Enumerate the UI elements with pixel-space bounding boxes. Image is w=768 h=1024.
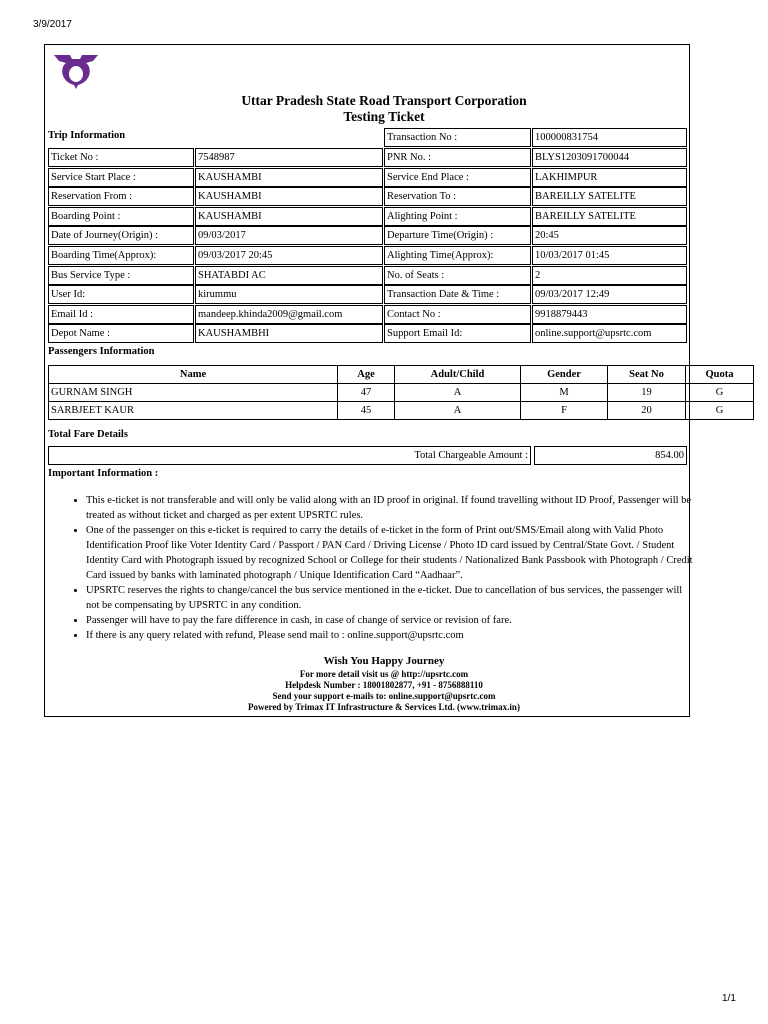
- trip-label: Departure Time(Origin) :: [384, 226, 531, 245]
- important-info-list: [70, 493, 698, 643]
- trip-value: 09/03/2017 20:45: [195, 246, 383, 265]
- trip-value: SHATABDI AC: [195, 266, 383, 285]
- trip-label: Contact No :: [384, 305, 531, 324]
- col-seat-no: Seat No: [608, 366, 686, 384]
- passenger-quota: G: [686, 402, 754, 420]
- list-item: • If there is any query related with refund, Please send mail to : online.support@upsrtc.com: [86, 628, 698, 643]
- passenger-gender: F: [521, 402, 608, 420]
- trip-label: Transaction Date & Time :: [384, 285, 531, 304]
- trip-label: Bus Service Type :: [48, 266, 194, 285]
- trip-label: No. of Seats :: [384, 266, 531, 285]
- trip-label: PNR No. :: [384, 148, 531, 167]
- passenger-type: A: [395, 384, 521, 402]
- list-item: • One of the passenger on this e-ticket is required to carry the details of e-ticket in the form of Print out/SMS/Email along with Valid Photo Identification Proof like Voter Identity Card / Passport / PAN Card / Driving License / Photo ID card issued by Central/State Govt. / Student Identity Card with Photograph issued by recognized School or College for their students / Nationalized Bank Passbook with Photograph / Credit Card issued by banks with laminated photograph / Unique Identification Card “Aadhaar”.: [86, 523, 698, 583]
- trip-value: 09/03/2017: [195, 226, 383, 245]
- upsrtc-logo-icon: [50, 51, 102, 91]
- passenger-name: GURNAM SINGH: [49, 384, 338, 402]
- ticket-type-title: Testing Ticket: [343, 109, 425, 124]
- trip-label: Alighting Time(Approx):: [384, 246, 531, 265]
- passenger-seat: 20: [608, 402, 686, 420]
- passenger-seat: 19: [608, 384, 686, 402]
- trip-label: Ticket No :: [48, 148, 194, 167]
- passengers-heading: Passengers Information: [48, 346, 155, 357]
- col-adult-child: Adult/Child: [395, 366, 521, 384]
- trip-label: User Id:: [48, 285, 194, 304]
- trip-label: Alighting Point :: [384, 207, 531, 226]
- list-item: • Passenger will have to pay the fare difference in cash, in case of change of service or revision of fare.: [86, 613, 698, 628]
- passenger-age: 47: [338, 384, 395, 402]
- trip-information-heading: Trip Information: [48, 130, 126, 141]
- trip-value: KAUSHAMBI: [195, 207, 383, 226]
- trip-label: Boarding Time(Approx):: [48, 246, 194, 265]
- passenger-age: 45: [338, 402, 395, 420]
- trip-value: KAUSHAMBHI: [195, 324, 383, 343]
- passenger-type: A: [395, 402, 521, 420]
- trip-value: 09/03/2017 12:49: [532, 285, 687, 304]
- trip-value: 20:45: [532, 226, 687, 245]
- list-item: • UPSRTC reserves the rights to change/cancel the bus service mentioned in the e-ticket. Due to cancellation of bus services, the passenger will not be compensating by UPSRTC in any condition.: [86, 583, 698, 613]
- trip-label: Date of Journey(Origin) :: [48, 226, 194, 245]
- trip-value: 2: [532, 266, 687, 285]
- trip-label: Boarding Point :: [48, 207, 194, 226]
- col-quota: Quota: [686, 366, 754, 384]
- trip-value: mandeep.khinda2009@gmail.com: [195, 305, 383, 324]
- passenger-name: SARBJEET KAUR: [49, 402, 338, 420]
- fare-heading: Total Fare Details: [48, 429, 128, 440]
- passenger-quota: G: [686, 384, 754, 402]
- trip-label: Reservation From :: [48, 187, 194, 206]
- total-amount-label: Total Chargeable Amount :: [48, 446, 531, 465]
- col-age: Age: [338, 366, 395, 384]
- trip-value: BAREILLY SATELITE: [532, 207, 687, 226]
- page-number: 1/1: [722, 993, 736, 1004]
- table-row: [49, 402, 754, 420]
- trip-value: 10/03/2017 01:45: [532, 246, 687, 265]
- trip-value: kirummu: [195, 285, 383, 304]
- powered-by-text: Powered by Trimax IT Infrastructure & Services Ltd. (www.trimax.in): [248, 702, 520, 712]
- trip-value: 7548987: [195, 148, 383, 167]
- passengers-header-row: [49, 366, 754, 384]
- trip-value: KAUSHAMBI: [195, 168, 383, 187]
- transaction-no-label: Transaction No :: [384, 128, 531, 147]
- print-date: 3/9/2017: [33, 19, 72, 30]
- trip-value: KAUSHAMBI: [195, 187, 383, 206]
- detail-text: For more detail visit us @ http://upsrtc.com: [299, 669, 469, 679]
- important-info-heading: Important Information :: [48, 468, 159, 479]
- passenger-gender: M: [521, 384, 608, 402]
- trip-label: Email Id :: [48, 305, 194, 324]
- helpdesk-text: Helpdesk Number : 18001802877, +91 - 8756888110: [285, 680, 483, 690]
- table-row: [49, 384, 754, 402]
- organization-title: Uttar Pradesh State Road Transport Corporation: [241, 93, 527, 108]
- list-item: • This e-ticket is not transferable and will only be valid along with an ID proof in original. If found travelling without ID Proof, Passenger will be treated as without ticket and charged as per extent UPSRTC rules.: [86, 493, 698, 523]
- trip-label: Reservation To :: [384, 187, 531, 206]
- trip-label: Support Email Id:: [384, 324, 531, 343]
- wish-text: Wish You Happy Journey: [323, 655, 445, 667]
- trip-label: Service End Place :: [384, 168, 531, 187]
- transaction-no-value: 100000831754: [532, 128, 687, 147]
- trip-value: BAREILLY SATELITE: [532, 187, 687, 206]
- total-amount-value: 854.00: [534, 446, 687, 465]
- support-email-text: Send your support e-mails to: online.support@upsrtc.com: [272, 691, 496, 701]
- col-gender: Gender: [521, 366, 608, 384]
- trip-value: 9918879443: [532, 305, 687, 324]
- trip-label: Service Start Place :: [48, 168, 194, 187]
- trip-label: Depot Name :: [48, 324, 194, 343]
- trip-value: online.support@upsrtc.com: [532, 324, 687, 343]
- passengers-table: [48, 365, 754, 420]
- trip-value: LAKHIMPUR: [532, 168, 687, 187]
- trip-value: BLYS1203091700044: [532, 148, 687, 167]
- col-name: Name: [49, 366, 338, 384]
